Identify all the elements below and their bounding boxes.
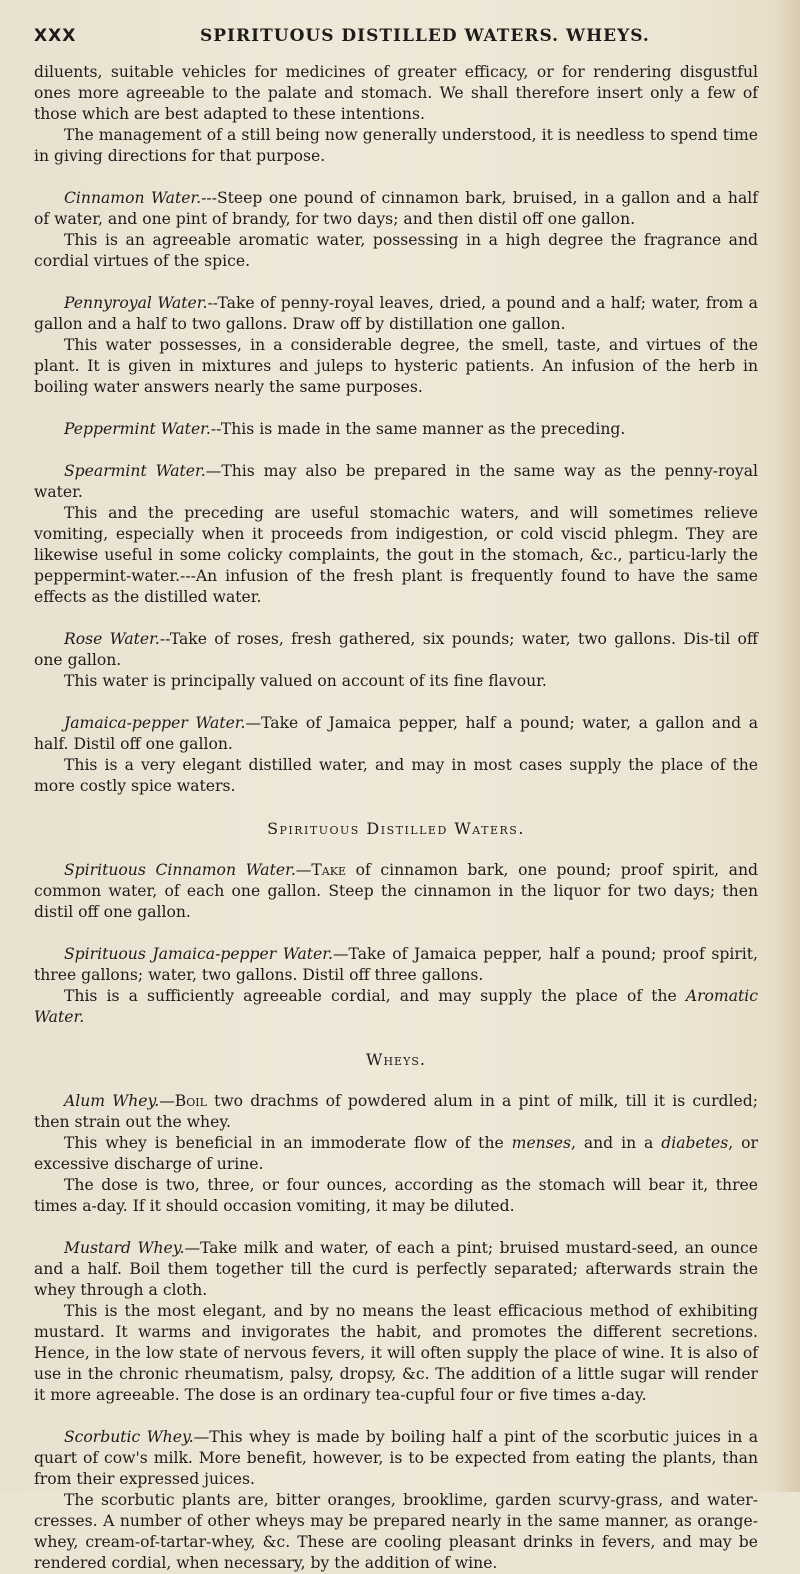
- entry-note: This is an agreeable aromatic water, possessing in a high degree the fragrance and cordial virtues of the spice.: [34, 231, 758, 270]
- entry-spearmint-water: [34, 461, 758, 503]
- entry-jamaica-pepper-water: [34, 713, 758, 755]
- entry-heading: Spirituous Cinnamon Water.: [64, 861, 296, 879]
- entry-note: [34, 1133, 758, 1175]
- note-italic: Aromatic Water.: [34, 987, 758, 1026]
- entry-note: This water is principally valued on account of its fine flavour.: [64, 672, 547, 690]
- entry-scorbutic-whey: [34, 1427, 758, 1490]
- entry-heading: Jamaica-pepper Water.: [64, 714, 246, 732]
- entry-rose-water: [34, 629, 758, 671]
- entry-body: —Take of Jamaica pepper, half a pound; water, a gallon and a half. Distil off one gallon.: [34, 714, 758, 753]
- note-text: This is a sufficiently agreeable cordial, and may supply the place of the: [64, 987, 686, 1005]
- entry-alum-whey: [34, 1091, 758, 1133]
- entry-body: —Take milk and water, of each a pint; bruised mustard-seed, an ounce and a half. Boil them together till the curd is perfectly separated; afterwards strain the whey through a cloth.: [34, 1239, 758, 1299]
- page-number: XXX: [34, 26, 77, 46]
- entry-note: The scorbutic plants are, bitter oranges, brooklime, garden scurvy-grass, and water-cresses. A number of other wheys may be prepared nearly in the same manner, as orange-whey, cream-of-tartar-whey, &c. These are cooling pleasant drinks in fevers, and may be rendered cordial, when necessary, by the addition of wine.: [34, 1491, 758, 1572]
- entry-body: —This whey is made by boiling half a pint of the scorbutic juices in a quart of cow's milk. More benefit, however, is to be expected from eating the plants, than from their expressed juices.: [34, 1428, 758, 1488]
- entry-body: —Take of Jamaica pepper, half a pound; proof spirit, three gallons; water, two gallons. Distil off three gallons.: [34, 945, 759, 984]
- note-text: , and in a: [570, 1134, 662, 1152]
- entry-body: --Take of roses, fresh gathered, six pounds; water, two gallons. Dis-til off one gallon.: [34, 630, 758, 669]
- entry-body: of cinnamon bark, one pound; proof spirit, and common water, of each one gallon. Steep the cinnamon in the liquor for two days; then distil off one gallon.: [34, 861, 758, 921]
- entry-verb: —Boil: [159, 1092, 207, 1110]
- entry-verb: —Take: [295, 861, 346, 879]
- entry-heading: Cinnamon Water.: [64, 189, 202, 207]
- body-text: [34, 62, 758, 1574]
- entry-cinnamon-water: [34, 188, 758, 230]
- entry-peppermint-water: [34, 419, 758, 440]
- note-italic: diabetes: [661, 1134, 729, 1152]
- entry-heading: Scorbutic Whey.: [64, 1428, 194, 1446]
- entry-heading: Alum Whey.: [64, 1092, 160, 1110]
- note-text: This whey is beneficial in an immoderate flow of the: [64, 1134, 512, 1152]
- entry-heading: Mustard Whey.: [64, 1239, 185, 1257]
- entry-body: --Take of penny-royal leaves, dried, a pound and a half; water, from a gallon and a half to two gallons. Draw off by distillation one gallon.: [34, 294, 758, 333]
- section-heading-wheys: Wheys.: [366, 1050, 426, 1069]
- entry-note: This is the most elegant, and by no means the least efficacious method of exhibiting mustard. It warms and invigorates the habit, and promotes the different secretions. Hence, in the low state of nervous fevers, it will often supply the place of wine. It is also of use in the chronic rheumatism, palsy, dropsy, &c. The addition of a little sugar will render it more agreeable. The dose is an ordinary tea-cupful four or five times a-day.: [34, 1302, 758, 1404]
- entry-heading: Pennyroyal Water.: [64, 294, 208, 312]
- entry-body: --This is made in the same manner as the preceding.: [210, 420, 626, 438]
- entry-spirituous-cinnamon-water: [34, 860, 758, 923]
- note-text: , or excessive discharge of urine.: [34, 1134, 758, 1173]
- paragraph-still: The management of a still being now generally understood, it is needless to spend time in giving directions for that purpose.: [34, 126, 758, 165]
- entry-heading: Spearmint Water.: [64, 462, 206, 480]
- page-edge-shadow: [774, 0, 800, 1492]
- entry-dose: The dose is two, three, or four ounces, according as the stomach will bear it, three times a-day. If it should occasion vomiting, it may be diluted.: [34, 1176, 758, 1215]
- entry-body: —This may also be prepared in the same way as the penny-royal water.: [34, 462, 758, 501]
- entry-body: two drachms of powdered alum in a pint of milk, till it is curdled; then strain out the whey.: [34, 1092, 758, 1131]
- entry-heading: Spirituous Jamaica-pepper Water.: [64, 945, 333, 963]
- running-header: [34, 26, 760, 50]
- entry-note: This and the preceding are useful stomachic waters, and will sometimes relieve vomiting, especially when it proceeds from indigestion, or cold viscid phlegm. They are likewise useful in some colicky complaints, the gout in the stomach, &c., particu-larly the peppermint-water.---An infusion of the fresh plant is frequently found to have the same effects as the distilled water.: [34, 504, 758, 606]
- entry-pennyroyal-water: [34, 293, 758, 335]
- paragraph-intro: diluents, suitable vehicles for medicines of greater efficacy, or for rendering disgustful ones more agreeable to the palate and stomach. We shall therefore insert only a few of those which are best adapted to these intentions.: [34, 63, 758, 123]
- entry-heading: Peppermint Water.: [64, 420, 211, 438]
- entry-note: This is a very elegant distilled water, and may in most cases supply the place of the more costly spice waters.: [34, 756, 758, 795]
- running-title: SPIRITUOUS DISTILLED WATERS. WHEYS.: [200, 26, 650, 46]
- entry-heading: Rose Water.: [64, 630, 160, 648]
- entry-mustard-whey: [34, 1238, 758, 1301]
- section-heading-spirituous: Spirituous Distilled Waters.: [267, 819, 525, 838]
- entry-body: ---Steep one pound of cinnamon bark, bruised, in a gallon and a half of water, and one pint of brandy, for two days; and then distil off one gallon.: [34, 189, 759, 228]
- entry-note: [34, 986, 758, 1028]
- note-italic: menses: [511, 1134, 571, 1152]
- entry-note: This water possesses, in a considerable degree, the smell, taste, and virtues of the plant. It is given in mixtures and juleps to hysteric patients. An infusion of the herb in boiling water answers nearly the same purposes.: [34, 336, 758, 396]
- entry-spirituous-jamaica-pepper-water: [34, 944, 758, 986]
